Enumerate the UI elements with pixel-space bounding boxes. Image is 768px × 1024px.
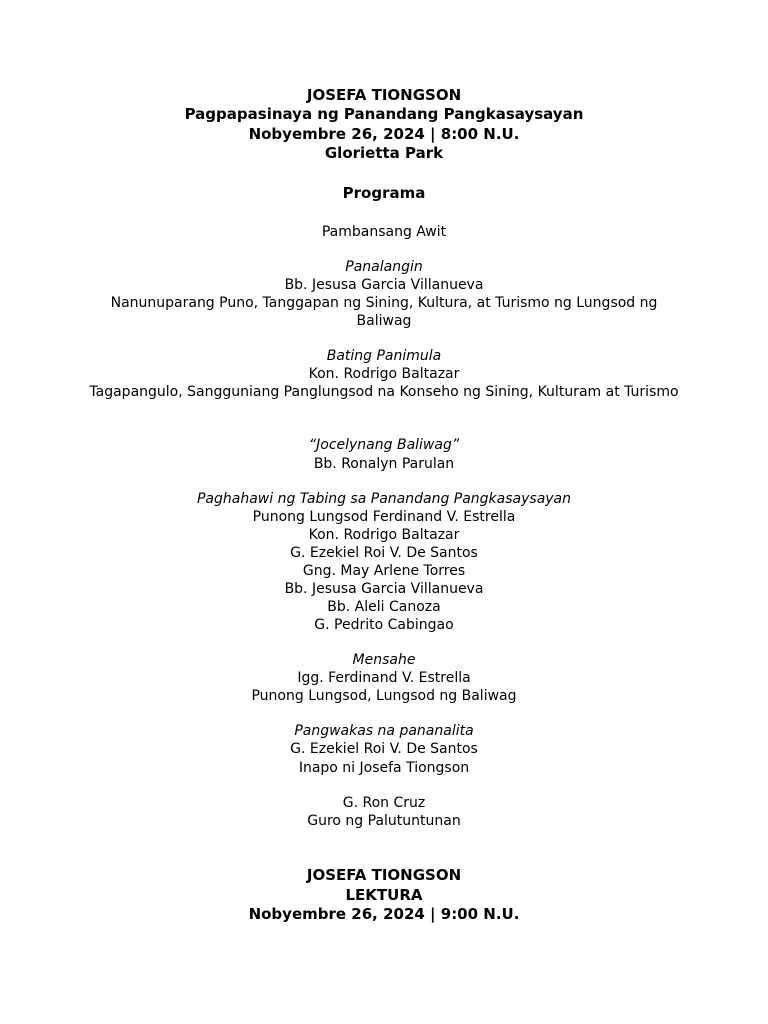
- message-person: Igg. Ferdinand V. Estrella: [297, 670, 471, 686]
- unveiling-person: Punong Lungsod Ferdinand V. Estrella: [252, 509, 516, 525]
- unveiling-person: G. Pedrito Cabingao: [314, 617, 454, 633]
- welcome-title: Bating Panimula: [326, 348, 442, 364]
- unveiling-person: Kon. Rodrigo Baltazar: [308, 527, 460, 543]
- closing-person: G. Ezekiel Roi V. De Santos: [290, 741, 478, 757]
- song-title: “Jocelynang Baliwag”: [308, 437, 460, 453]
- header-venue: Glorietta Park: [324, 144, 444, 162]
- prayer-role: Nanunuparang Puno, Tanggapan ng Sining, Kultura, at Turismo ng Lungsod ng Baliwag: [110, 295, 658, 329]
- prayer-person: Bb. Jesusa Garcia Villanueva: [284, 277, 484, 293]
- message-role: Punong Lungsod, Lungsod ng Baliwag: [251, 688, 517, 704]
- header-name: JOSEFA TIONGSON: [306, 86, 462, 104]
- closing-role: Inapo ni Josefa Tiongson: [298, 760, 470, 776]
- unveiling-person: G. Ezekiel Roi V. De Santos: [290, 545, 478, 561]
- emcee-role: Guro ng Palutuntunan: [307, 813, 461, 829]
- header-datetime: Nobyembre 26, 2024 | 8:00 N.U.: [248, 125, 520, 143]
- prayer-title: Panalangin: [345, 259, 423, 275]
- program-heading: Programa: [342, 184, 426, 202]
- welcome-role: Tagapangulo, Sangguniang Panglungsod na Konseho ng Sining, Kulturam at Turismo: [89, 384, 679, 400]
- message-title: Mensahe: [352, 652, 416, 668]
- closing-title: Pangwakas na pananalita: [294, 723, 474, 739]
- unveiling-person: Gng. May Arlene Torres: [302, 563, 466, 579]
- song-person: Bb. Ronalyn Parulan: [313, 456, 455, 472]
- header-event: Pagpapasinaya ng Panandang Pangkasaysayan: [184, 105, 584, 123]
- unveiling-person: Bb. Jesusa Garcia Villanueva: [284, 581, 484, 597]
- unveiling-person: Bb. Aleli Canoza: [327, 599, 441, 615]
- welcome-person: Kon. Rodrigo Baltazar: [308, 366, 460, 382]
- lecture-title: LEKTURA: [345, 886, 423, 904]
- lecture-datetime: Nobyembre 26, 2024 | 9:00 N.U.: [248, 905, 520, 923]
- emcee-person: G. Ron Cruz: [342, 795, 426, 811]
- lecture-name: JOSEFA TIONGSON: [306, 866, 462, 884]
- program-anthem: Pambansang Awit: [321, 224, 447, 240]
- unveiling-title: Paghahawi ng Tabing sa Panandang Pangkasaysayan: [196, 491, 572, 507]
